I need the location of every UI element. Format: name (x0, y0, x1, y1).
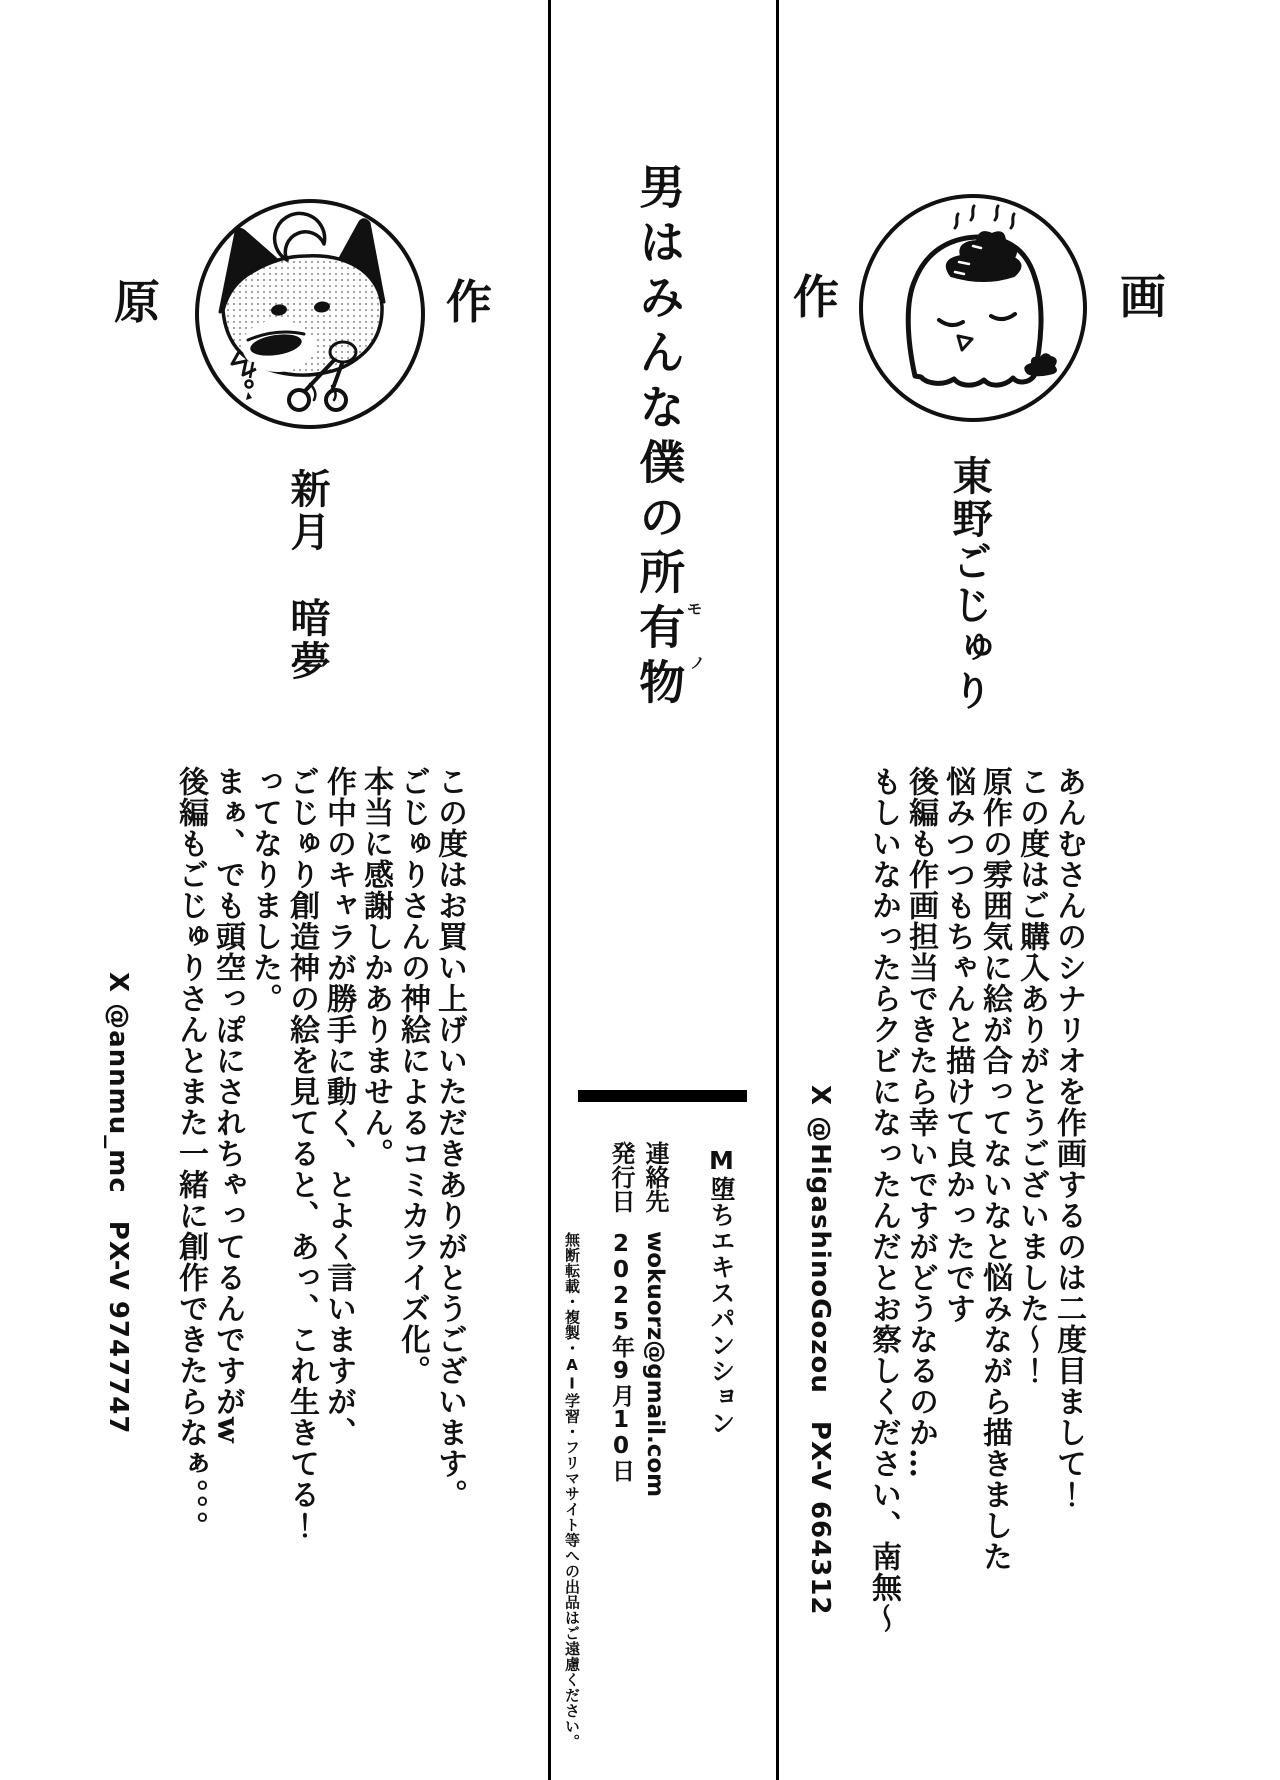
book-title: 男はみんな僕の所有物 (632, 163, 687, 713)
colophon-rule (578, 1090, 747, 1102)
artist-avatar-circle (855, 190, 1091, 426)
author-avatar-circle (190, 194, 430, 434)
author-name: 新月 暗夢 (284, 468, 330, 683)
artist-social-handle: X @HigashinoGozou PX-V 664312 (805, 1085, 835, 1616)
author-comment-line: ごじゅり創造神の絵を見てると、あっ、これ生きてる！ (284, 766, 319, 1541)
artist-comment-line: もしいなかったらクビになったんだとお察しください、南無～ (866, 766, 901, 1634)
artist-comment-line: この度はご購入ありがとうございました～！ (1014, 766, 1049, 1386)
author-comment-line: 作中のキャラが勝手に動く、とよく言いますが、 (321, 766, 356, 1448)
issue-date-label: 発行日 (607, 1141, 635, 1213)
artist-comment-line: 悩みつつもちゃんと描けて良かったです (940, 766, 975, 1324)
furigana-no: ノ (690, 654, 706, 672)
furigana-mo: モ (687, 600, 703, 618)
contact-email: wokuorz@gmail.com (642, 1231, 668, 1498)
artist-comment-block (865, 766, 1087, 1671)
author-social-handle: X @annmu_mc PX-V 9747747 (103, 972, 133, 1435)
artwork-role-char-ga: 画 (1120, 270, 1166, 324)
contact-label: 連絡先 (641, 1141, 669, 1213)
author-comment-line: まぁ、でも頭空っぽにされちゃってるんですがw (210, 766, 245, 1444)
artist-comment-line: あんむさんのシナリオを作画するのは二度目まして！ (1051, 766, 1086, 1510)
author-comment-line: ってなりました。 (247, 766, 282, 1014)
artwork-role-char-saku: 作 (793, 270, 839, 324)
author-comment-block (172, 766, 468, 1671)
artist-name: 東野ごじゅり (946, 455, 992, 713)
original-role-char-saku: 作 (446, 275, 492, 329)
divider-right (776, 0, 779, 1780)
original-role-char-gen: 原 (114, 275, 160, 329)
author-comment-line: 後編もごじゅりさんとまた一緒に創作できたらなぁ。。。 (173, 766, 208, 1542)
author-comment-line: この度はお買い上げいただきありがとうございます。 (432, 766, 467, 1510)
author-comment-line: 本当に感謝しかありません。 (358, 766, 393, 1169)
author-comment-line: ごじゅりさんの神絵によるコミカライズ化。 (395, 766, 430, 1386)
copyright-notice: 無断転載・複製・AI学習・フリマサイト等への出品はご遠慮ください。 (563, 1232, 581, 1750)
circle-name: M堕ちエキスパンション (707, 1146, 736, 1436)
artist-comment-line: 原作の雰囲気に絵が合ってないなと悩みながら描きました (977, 766, 1012, 1572)
divider-left (548, 0, 551, 1780)
poop-ghost-icon (855, 190, 1091, 426)
issue-date-column (606, 1141, 636, 1521)
moon-fox-icon (190, 194, 430, 434)
contact-column (640, 1141, 670, 1521)
issue-date-value: 2025年9月10日 (608, 1231, 634, 1482)
artist-comment-line: 後編も作画担当できたら幸いですがどうなるのか… (903, 766, 938, 1479)
